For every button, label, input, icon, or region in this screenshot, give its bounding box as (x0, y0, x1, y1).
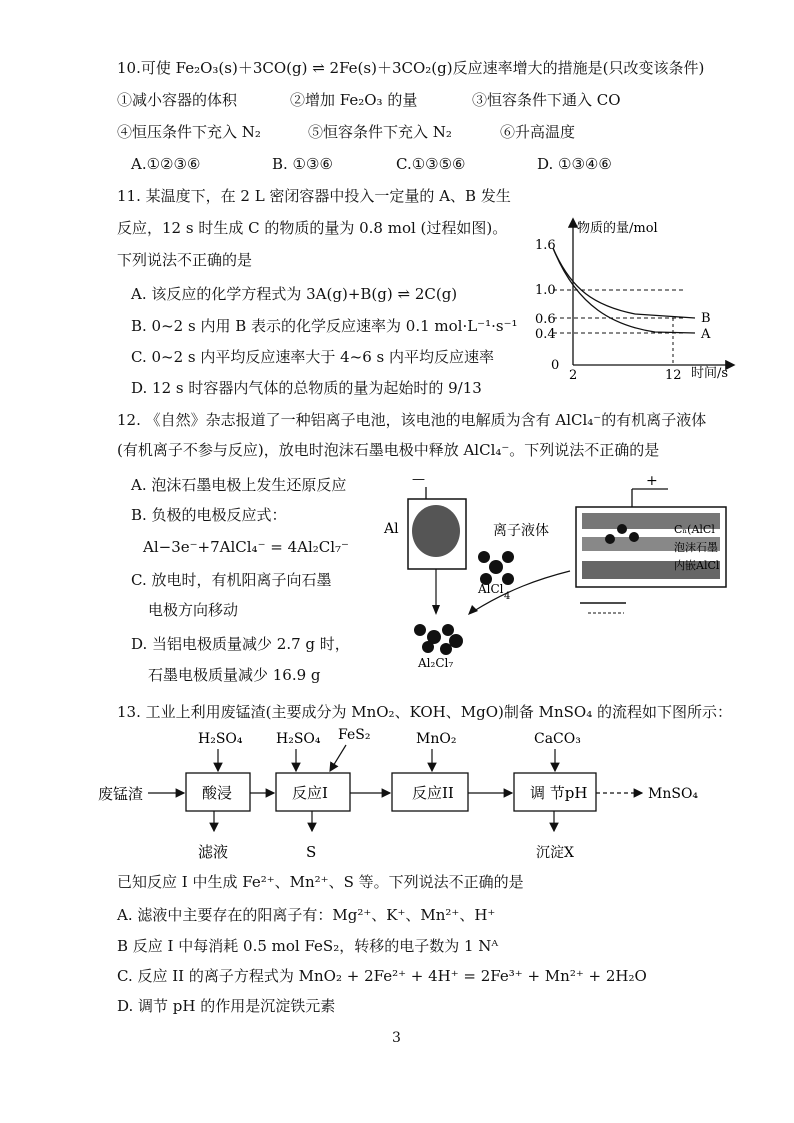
q12-option-c: C. 放电时，有机阳离子向石墨 (131, 571, 332, 589)
box-adjust-ph-label: 调 节pH (530, 784, 588, 802)
alcl4-subscript: 4 (504, 591, 511, 602)
q11-option-c: C. 0~2 s 内平均反应速率大于 4~6 s 内平均反应速率 (131, 348, 495, 366)
q10-option-d: D. ①③④⑥ (537, 155, 612, 173)
q10-option-b: B. ①③⑥ (272, 155, 333, 173)
flow-input-waste: 废锰渣 (98, 785, 144, 803)
q10-item-2: ②增加 Fe₂O₃ 的量 (290, 91, 418, 109)
q12-option-b: B. 负极的电极反应式： (131, 506, 287, 524)
output-sulfur: S (306, 843, 317, 861)
box-acid-leach-label: 酸浸 (202, 784, 233, 802)
graph-y-label: 物质的量/mol (577, 221, 658, 236)
minus-sign: — (412, 475, 425, 487)
q12-option-a: A. 泡沫石墨电极上发生还原反应 (131, 476, 347, 494)
q11-option-d: D. 12 s 时容器内气体的总物质的量为起始时的 9/13 (131, 379, 482, 397)
q12-stem-line-1: 12. 《自然》杂志报道了一种铝离子电池，该电池的电解质为含有 AlCl₄⁻的有机离子液体 (117, 411, 707, 429)
graph-xtick-12: 12 (665, 368, 682, 383)
q13-flowchart (98, 725, 738, 865)
output-filtrate: 滤液 (198, 843, 229, 861)
flow-product-mnso4: MnSO₄ (648, 786, 699, 802)
q10-option-c: C.①③⑤⑥ (396, 155, 466, 173)
output-precipitate-x: 沉淀X (536, 845, 574, 861)
q13-option-a: A. 滤液中主要存在的阳离子有：Mg²⁺、K⁺、Mn²⁺、H⁺ (117, 906, 496, 924)
q10-stem: 10.可使 Fe₂O₃(s)＋3CO(g) ⇌ 2Fe(s)＋3CO₂(g)反应速率增大的措施是(只改变该条件) (117, 59, 705, 77)
aluminum-electrode (412, 505, 460, 557)
ionic-liquid-label: 离子液体 (493, 523, 549, 539)
q10-option-a: A.①②③⑥ (131, 155, 201, 173)
reagent-h2so4-1: H₂SO₄ (198, 731, 243, 747)
graph-ytick-0-6: 0.6 (535, 312, 556, 327)
q10-item-4: ④恒压条件下充入 N₂ (117, 123, 261, 141)
q13-given: 已知反应 I 中生成 Fe²⁺、Mn²⁺、S 等。下列说法不正确的是 (117, 873, 524, 891)
graph-x-label: 时间/s (691, 366, 729, 381)
embedded-alcl-label: 内嵌AlCl (674, 559, 720, 572)
reagent-caco3: CaCO₃ (534, 731, 581, 747)
reagent-mno2: MnO₂ (416, 731, 457, 747)
q11-stem-line-1: 11. 某温度下，在 2 L 密闭容器中投入一定量的 A、B 发生 (117, 187, 511, 205)
reagent-fes2: FeS₂ (338, 727, 371, 743)
alcl4-label: AlCl (478, 582, 504, 596)
q10-item-3: ③恒容条件下通入 CO (472, 91, 621, 109)
foam-graphite-label: 泡沫石墨 (674, 541, 718, 554)
q11-option-b: B. 0~2 s 内用 B 表示的化学反应速率为 0.1 mol·L⁻¹·s⁻¹ (131, 317, 518, 335)
graph-ytick-1-0: 1.0 (535, 283, 556, 298)
q12-stem-line-2: (有机离子不参与反应)，放电时泡沫石墨电极中释放 AlCl₄⁻。下列说法不正确的是 (117, 441, 660, 459)
q13-option-c: C. 反应 II 的离子方程式为 MnO₂ + 2Fe²⁺ + 4H⁺ = 2Fe³⁺ + Mn²⁺ + 2H₂O (117, 967, 647, 985)
q12-option-c-cont: 电极方向移动 (148, 601, 239, 619)
q13-option-d: D. 调节 pH 的作用是沉淀铁元素 (117, 997, 336, 1015)
q11-option-a: A. 该反应的化学方程式为 3A(g)+B(g) ⇌ 2C(g) (131, 285, 458, 303)
graph-ytick-0-4: 0.4 (535, 327, 556, 342)
al2cl7-label: Al₂Cl₇ (418, 656, 454, 670)
graph-curve-b (553, 248, 695, 318)
q12-option-d: D. 当铝电极质量减少 2.7 g 时， (131, 635, 350, 653)
q13-option-b: B 反应 I 中每消耗 0.5 mol FeS₂，转移的电子数为 1 Nᴬ (117, 937, 499, 955)
q12-battery-figure (378, 475, 728, 680)
graph-series-b: B (701, 311, 711, 326)
q12-option-b-equation: Al−3e⁻+7AlCl₄⁻ = 4Al₂Cl₇⁻ (143, 538, 349, 556)
q12-option-d-cont: 石墨电极质量减少 16.9 g (148, 666, 321, 684)
al-label: Al (384, 521, 399, 537)
page-number: 3 (392, 1030, 401, 1046)
box-reaction-2-label: 反应II (412, 784, 454, 802)
q11-stem-line-3: 下列说法不正确的是 (117, 251, 253, 269)
graph-xtick-2: 2 (569, 368, 578, 383)
graph-series-a: A (701, 327, 711, 342)
q11-graph (505, 210, 745, 385)
q10-item-5: ⑤恒容条件下充入 N₂ (308, 123, 452, 141)
q11-stem-line-2: 反应，12 s 时生成 C 的物质的量为 0.8 mol (过程如图)。 (117, 219, 508, 237)
cn-alcl-label: Cₙ(AlCl (674, 523, 715, 536)
q13-stem: 13. 工业上利用废锰渣(主要成分为 MnO₂、KOH、MgO)制备 MnSO₄ 的流程如下图所示： (117, 703, 733, 721)
graph-ytick-0: 0 (551, 358, 560, 373)
plus-sign: + (646, 475, 658, 489)
box-reaction-1-label: 反应I (292, 784, 328, 802)
q10-item-1: ①减小容器的体积 (117, 91, 238, 109)
graph-ytick-1-6: 1.6 (535, 238, 556, 253)
q10-item-6: ⑥升高温度 (500, 123, 576, 141)
reagent-h2so4-2: H₂SO₄ (276, 731, 321, 747)
